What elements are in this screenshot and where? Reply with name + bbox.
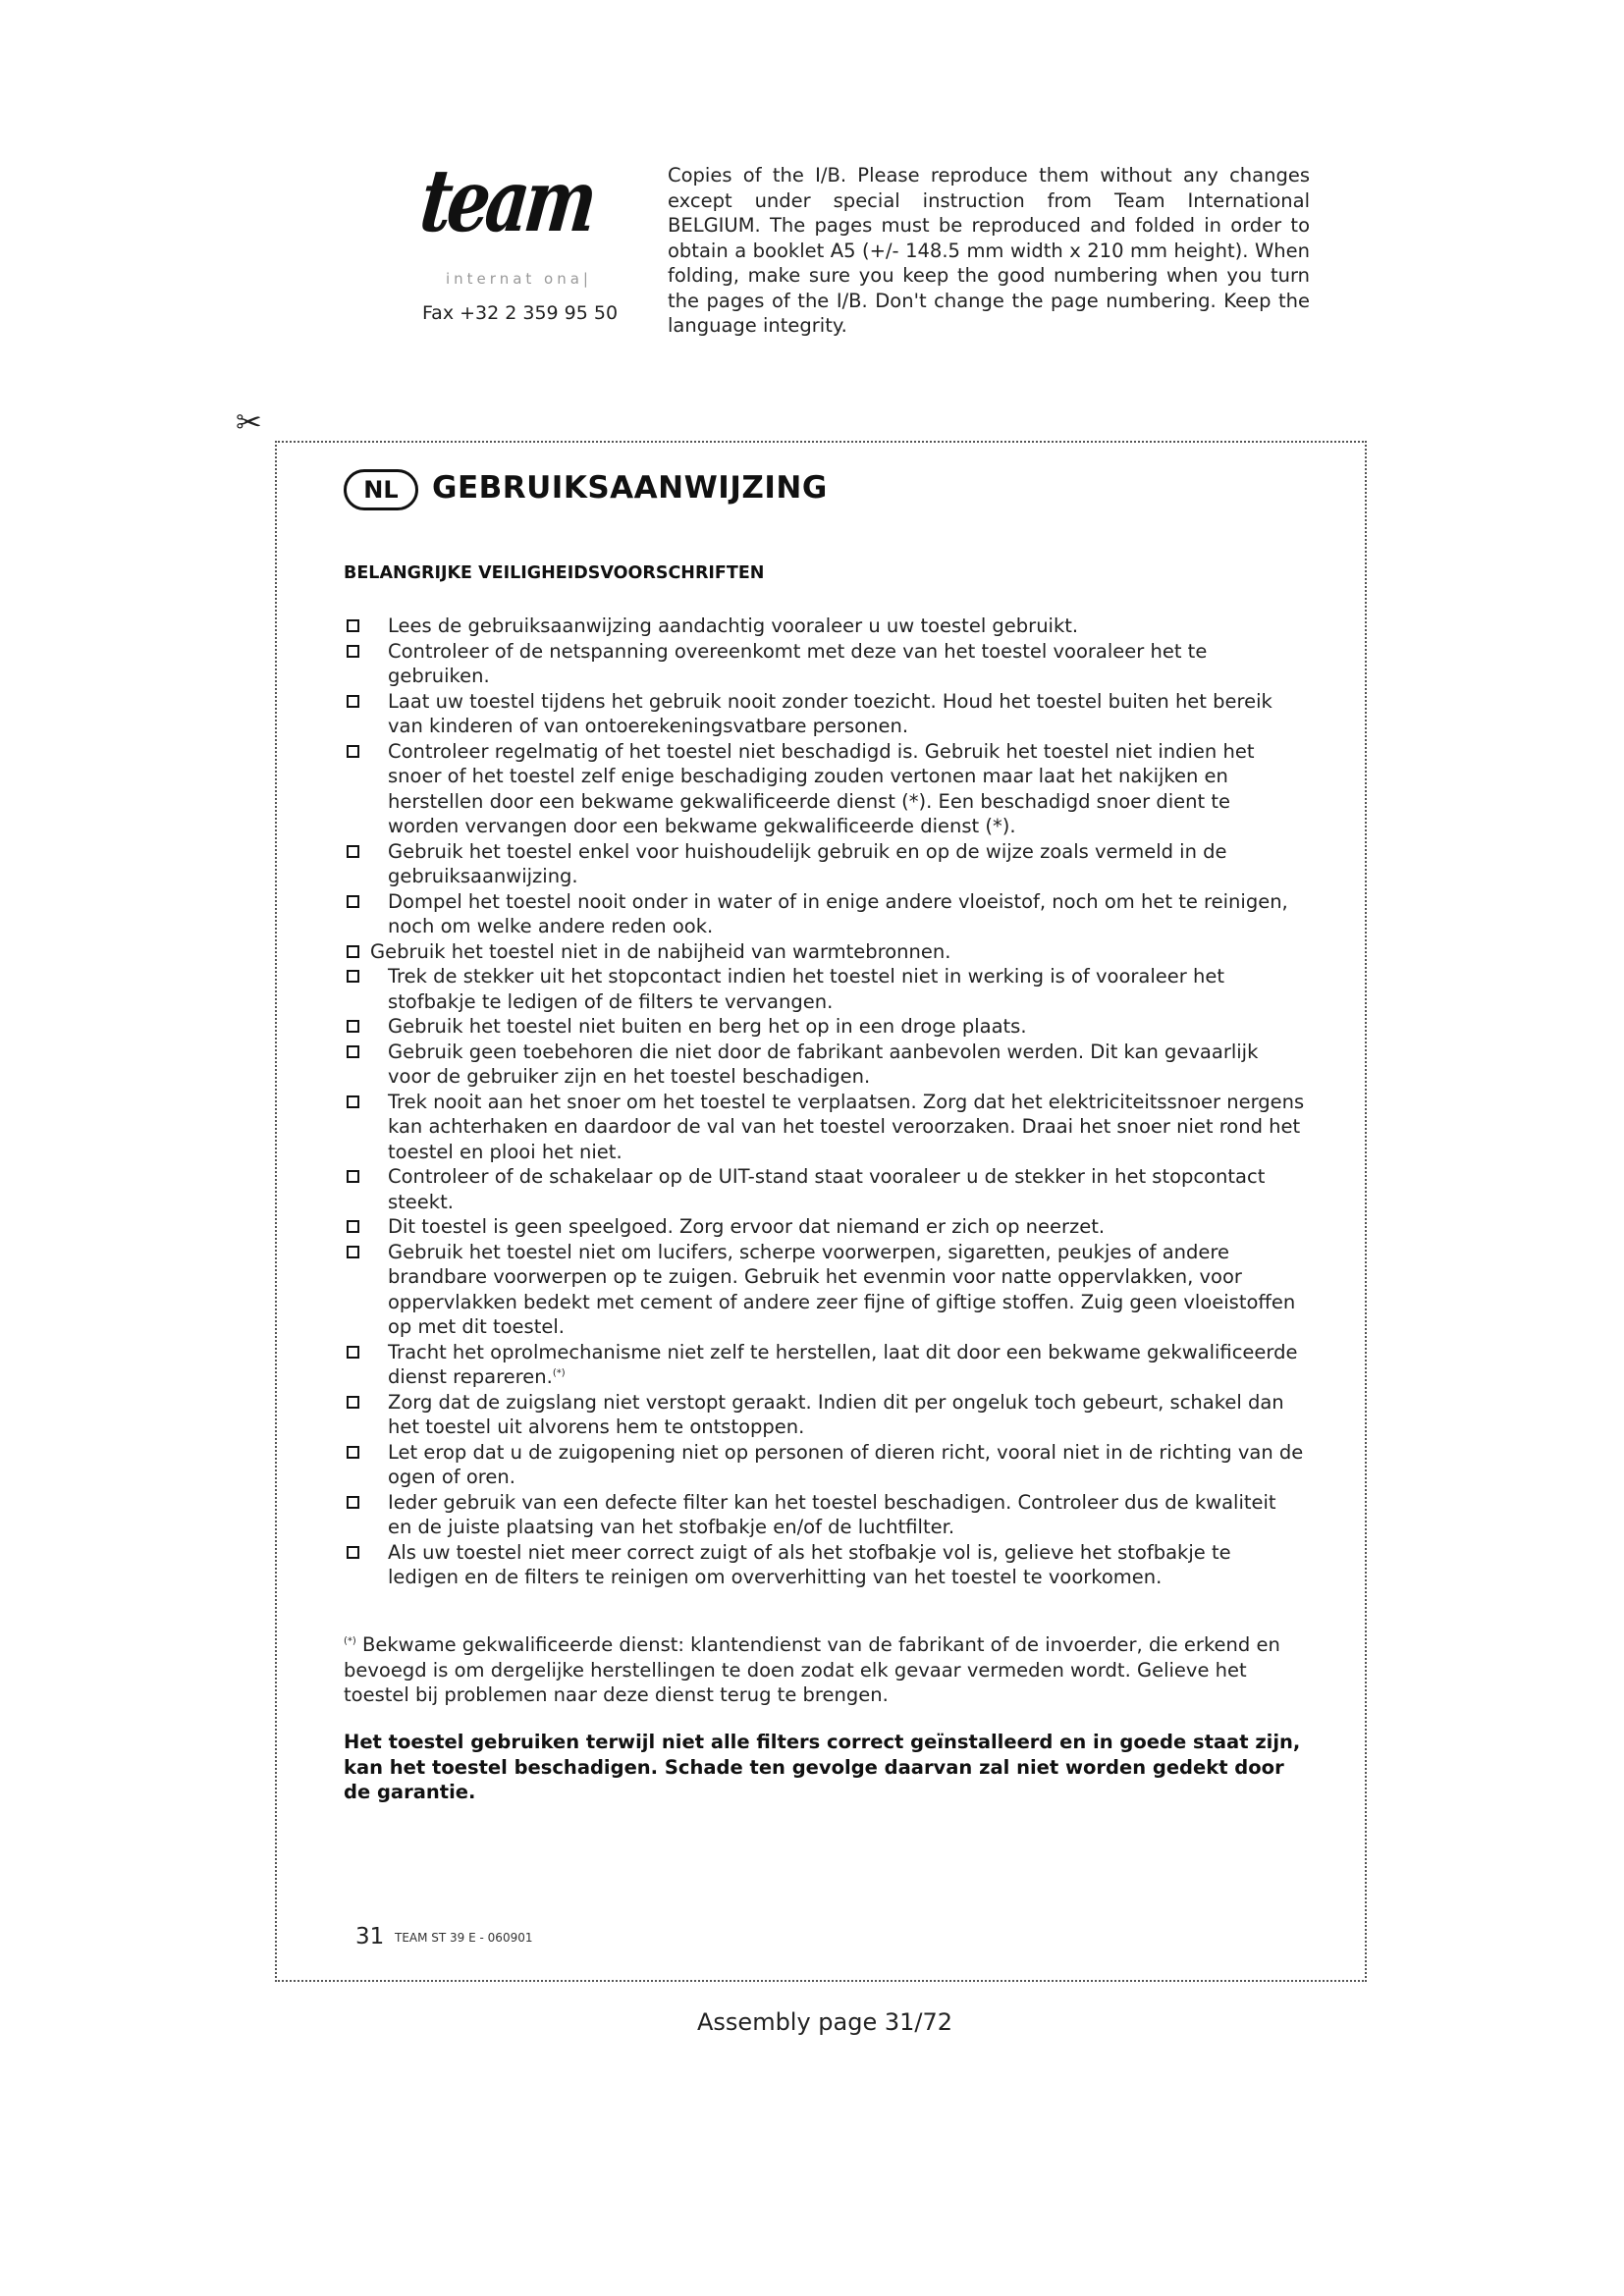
list-item: Als uw toestel niet meer correct zuigt of als het stofbakje vol is, gelieve het stofbakje te ledigen en de filters te reinigen om oververhitting van het toestel te voorkomen. [344,1540,1306,1590]
warning-text: Het toestel gebruiken terwijl niet alle filters correct geïnstalleerd en in goede staat zijn, kan het toestel beschadigen. Schade ten gevolge daarvan zal niet worden gedekt door de garantie. [344,1731,1301,1803]
list-item: Tracht het oprolmechanisme niet zelf te herstellen, laat dit door een bekwame gekwalificeerde dienst repareren.(*) [344,1340,1306,1390]
list-item: Gebruik het toestel niet buiten en berg het op in een droge plaats. [344,1014,1306,1040]
checkbox-icon [347,1170,359,1183]
reproduction-instructions: Copies of the I/B. Please reproduce them without any changes except under special instruction from Team International BELGIUM. The pages must be reproduced and folded in order to obtain a booklet A5 (+/- 148.5 mm width x 210 mm height). When folding, make sure you keep the good numbering when you turn the pages of the I/B. Don't change the page numbering. Keep the language integrity. [668,164,1310,337]
checkbox-icon [347,1396,359,1409]
logo-wordmark: team [415,149,598,251]
checkbox-icon [347,970,359,983]
page-title: GEBRUIKSAANWIJZING [432,470,828,506]
checkbox-icon [347,1095,359,1108]
checkbox-icon [347,619,359,632]
checkbox-icon [347,1045,359,1058]
section-heading: BELANGRIJKE VEILIGHEIDSVOORSCHRIFTEN [344,563,765,583]
checkbox-icon [347,1220,359,1233]
list-item: Gebruik het toestel niet om lucifers, scherpe voorwerpen, sigaretten, peukjes of andere brandbare voorwerpen op te zuigen. Gebruik het evenmin voor natte oppervlakken, voor oppervlakken bedekt met cement of andere zeer fijne of giftige stoffen. Zuig geen vloeistoffen op met dit toestel. [344,1240,1306,1340]
footnote: (*) Bekwame gekwalificeerde dienst: klantendienst van de fabrikant of de invoerder, die erkend en bevoegd is om dergelijke herstellingen te doen zodat elk gevaar vermeden wordt. Gelieve het toestel bij problemen naar deze dienst terug te brengen. [344,1633,1280,1706]
checkbox-icon [347,895,359,908]
checkbox-icon [347,745,359,758]
list-item: Lees de gebruiksaanwijzing aandachtig vooraleer u uw toestel gebruikt. [344,614,1306,639]
list-item: Controleer regelmatig of het toestel niet beschadigd is. Gebruik het toestel niet indien het snoer of het toestel zelf enige beschadiging zouden vertonen maar laat het nakijken en herstellen door een bekwame gekwalificeerde dienst (*). Een beschadigd snoer dient te worden vervangen door een bekwame gekwalificeerde dienst (*). [344,739,1306,839]
team-logo [412,149,638,294]
checkbox-icon [347,1546,359,1559]
checkbox-icon [347,845,359,858]
list-item: Let erop dat u de zuigopening niet op personen of dieren richt, vooral niet in de richting van de ogen of oren. [344,1440,1306,1490]
list-item: Controleer of de schakelaar op de UIT-stand staat vooraleer u de stekker in het stopcontact steekt. [344,1164,1306,1214]
list-item: Ieder gebruik van een defecte filter kan het toestel beschadigen. Controleer dus de kwaliteit en de juiste plaatsing van het stofbakje en/of de luchtfilter. [344,1490,1306,1540]
fax-number: Fax +32 2 359 95 50 [422,302,619,324]
page-number: 31 [355,1924,385,1949]
checkbox-icon [347,1020,359,1033]
checkbox-icon [347,1246,359,1258]
list-item: Laat uw toestel tijdens het gebruik nooit zonder toezicht. Houd het toestel buiten het bereik van kinderen of van ontoerekeningsvatbare personen. [344,689,1306,739]
list-item: Gebruik het toestel enkel voor huishoudelijk gebruik en op de wijze zoals vermeld in de gebruiksaanwijzing. [344,839,1306,889]
list-item: Dit toestel is geen speelgoed. Zorg ervoor dat niemand er zich op neerzet. [344,1214,1306,1240]
list-item: Gebruik geen toebehoren die niet door de fabrikant aanbevolen werden. Dit kan gevaarlijk voor de gebruiker zijn en het toestel beschadigen. [344,1040,1306,1090]
checkbox-icon [347,695,359,708]
assembly-page-label: Assembly page 31/72 [697,2008,953,2036]
scissors-icon: ✂ [236,403,262,441]
language-badge: NL [344,469,418,510]
checkbox-icon [347,945,359,958]
document-reference: TEAM ST 39 E - 060901 [395,1931,533,1945]
list-item: Gebruik het toestel niet in de nabijheid van warmtebronnen. [344,939,1306,965]
footnote-marker: (*) [344,1635,356,1647]
list-item: Controleer of de netspanning overeenkomt met deze van het toestel vooraleer het te gebruiken. [344,639,1306,689]
checkbox-icon [347,645,359,658]
checkbox-icon [347,1346,359,1359]
list-item: Trek nooit aan het snoer om het toestel te verplaatsen. Zorg dat het elektriciteitssnoer nergens kan achterhaken en daardoor de val van het toestel veroorzaken. Draai het snoer niet rond het toestel en plooi het niet. [344,1090,1306,1165]
footnote-marker: (*) [552,1367,566,1379]
safety-rules-list [344,614,1306,1590]
logo-subtitle: internat ona| [446,270,592,288]
list-item: Zorg dat de zuigslang niet verstopt geraakt. Indien dit per ongeluk toch gebeurt, schakel dan het toestel uit alvorens hem te ontstoppen. [344,1390,1306,1440]
checkbox-icon [347,1446,359,1459]
checkbox-icon [347,1496,359,1509]
list-item: Dompel het toestel nooit onder in water of in enige andere vloeistof, noch om het te reinigen, noch om welke andere reden ook. [344,889,1306,939]
list-item: Trek de stekker uit het stopcontact indien het toestel niet in werking is of vooraleer het stofbakje te ledigen of de filters te vervangen. [344,964,1306,1014]
